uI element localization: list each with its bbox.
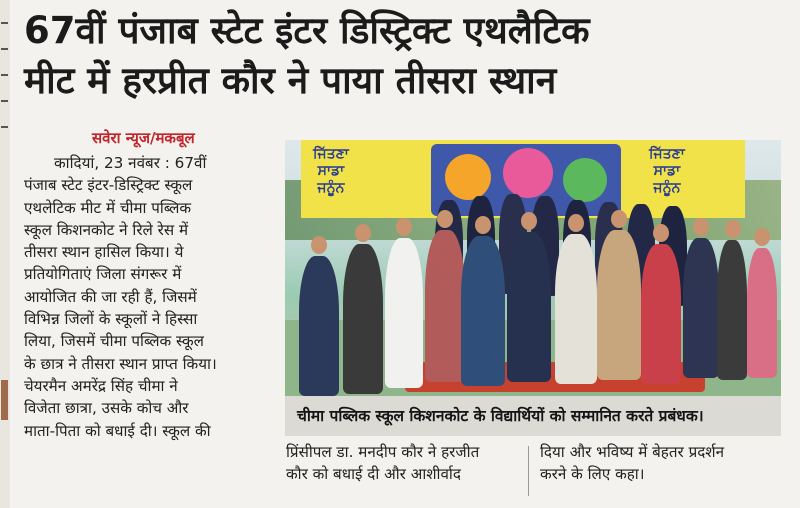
edge-fragment xyxy=(1,100,8,102)
banner-athlete-graphic xyxy=(445,154,491,200)
text-line: विजेता छात्रा, उसके कोच और xyxy=(24,399,189,418)
person-head xyxy=(725,220,741,238)
banner-artwork xyxy=(431,144,621,216)
banner-athlete-graphic xyxy=(503,148,553,198)
adjacent-column-edge xyxy=(0,0,10,508)
text-line: तीसरा स्थान हासिल किया। ये xyxy=(24,243,184,262)
text-line: चेयरमैन अमरेंद्र सिंह चीमा ने xyxy=(24,376,178,395)
article-column-2 xyxy=(286,441,526,486)
byline: सवेरा न्यूज/मकबूल xyxy=(92,129,195,147)
text-line: एथलेटिक मीट में चीमा पब्लिक xyxy=(24,198,192,217)
column-divider xyxy=(528,446,529,496)
article-column-3 xyxy=(540,441,780,486)
person-figure xyxy=(343,244,383,394)
person-head xyxy=(355,224,371,242)
text-line: कौर को बधाई दी और आशीर्वाद xyxy=(286,465,461,484)
banner-athlete-graphic xyxy=(563,158,607,202)
person-figure xyxy=(425,230,465,382)
person-head xyxy=(437,210,453,228)
edge-fragment xyxy=(1,22,8,24)
text-line: विभिन्न जिलों के स्कूलों ने हिस्सा xyxy=(24,310,198,329)
person-figure xyxy=(507,232,551,382)
edge-fragment xyxy=(1,126,8,128)
headline xyxy=(24,6,794,106)
edge-fragment xyxy=(1,74,8,76)
person-figure xyxy=(683,238,719,378)
text-line: आयोजित की जा रही हैं, जिसमें xyxy=(24,287,197,306)
banner-word: ਸਾਡਾ xyxy=(653,163,681,179)
person-figure xyxy=(555,234,597,384)
person-figure xyxy=(747,248,777,378)
person-head xyxy=(521,212,537,230)
banner-word: ਜਿੱਤਣਾ xyxy=(313,146,349,162)
person-figure xyxy=(597,230,641,380)
person-head xyxy=(568,214,584,232)
banner-word: ਜਨੂੰਨ xyxy=(317,180,345,196)
photo-caption: चीमा पब्लिक स्कूल किशनकोट के विद्यार्थियों को सम्मानित करते प्रबंधक। xyxy=(285,396,781,436)
person-head xyxy=(693,218,709,236)
article-column-1 xyxy=(24,152,264,442)
news-photo xyxy=(285,140,781,396)
headline-line-1: 67वीं पंजाब स्टेट इंटर डिस्ट्रिक्ट एथलैटिक xyxy=(24,9,590,52)
text-line: कादियां, 23 नवंबर : 67वीं xyxy=(54,154,207,172)
person-head xyxy=(475,216,491,234)
banner-word: ਜਿੱਤਣਾ xyxy=(649,146,685,162)
edge-image-fragment xyxy=(1,380,8,420)
text-line: प्रिंसीपल डा. मनदीप कौर ने हरजीत xyxy=(286,443,480,461)
person-head xyxy=(754,228,770,246)
person-figure xyxy=(299,256,339,396)
person-head xyxy=(396,218,412,236)
person-figure xyxy=(461,236,505,386)
text-line: दिया और भविष्य में बेहतर प्रदर्शन xyxy=(540,443,725,461)
text-line: करने के लिए कहा। xyxy=(540,465,645,484)
banner-slogan-right xyxy=(649,146,685,197)
edge-fragment xyxy=(1,48,8,50)
person-figure xyxy=(641,244,681,384)
banner-word: ਸਾਡਾ xyxy=(317,163,345,179)
banner-slogan-left xyxy=(313,146,349,197)
person-head xyxy=(311,236,327,254)
text-line: माता-पिता को बधाई दी। स्कूल की xyxy=(24,421,211,440)
text-line: लिया, जिसमें चीमा पब्लिक स्कूल xyxy=(24,332,204,351)
headline-line-2: मीट में हरप्रीत कौर ने पाया तीसरा स्थान xyxy=(24,59,557,102)
text-line: के छात्र ने तीसरा स्थान प्राप्त किया। xyxy=(24,354,217,373)
person-figure xyxy=(385,238,423,388)
person-head xyxy=(653,224,669,242)
text-line: स्कूल किशनकोट ने रिले रेस में xyxy=(24,220,189,239)
person-head xyxy=(611,210,627,228)
banner-word: ਜਨੂੰਨ xyxy=(653,180,681,196)
person-figure xyxy=(717,240,747,380)
text-line: प्रतियोगिताएं जिला संगरूर में xyxy=(24,265,182,284)
text-line: पंजाब स्टेट इंटर-डिस्ट्रिक्ट स्कूल xyxy=(24,176,193,195)
